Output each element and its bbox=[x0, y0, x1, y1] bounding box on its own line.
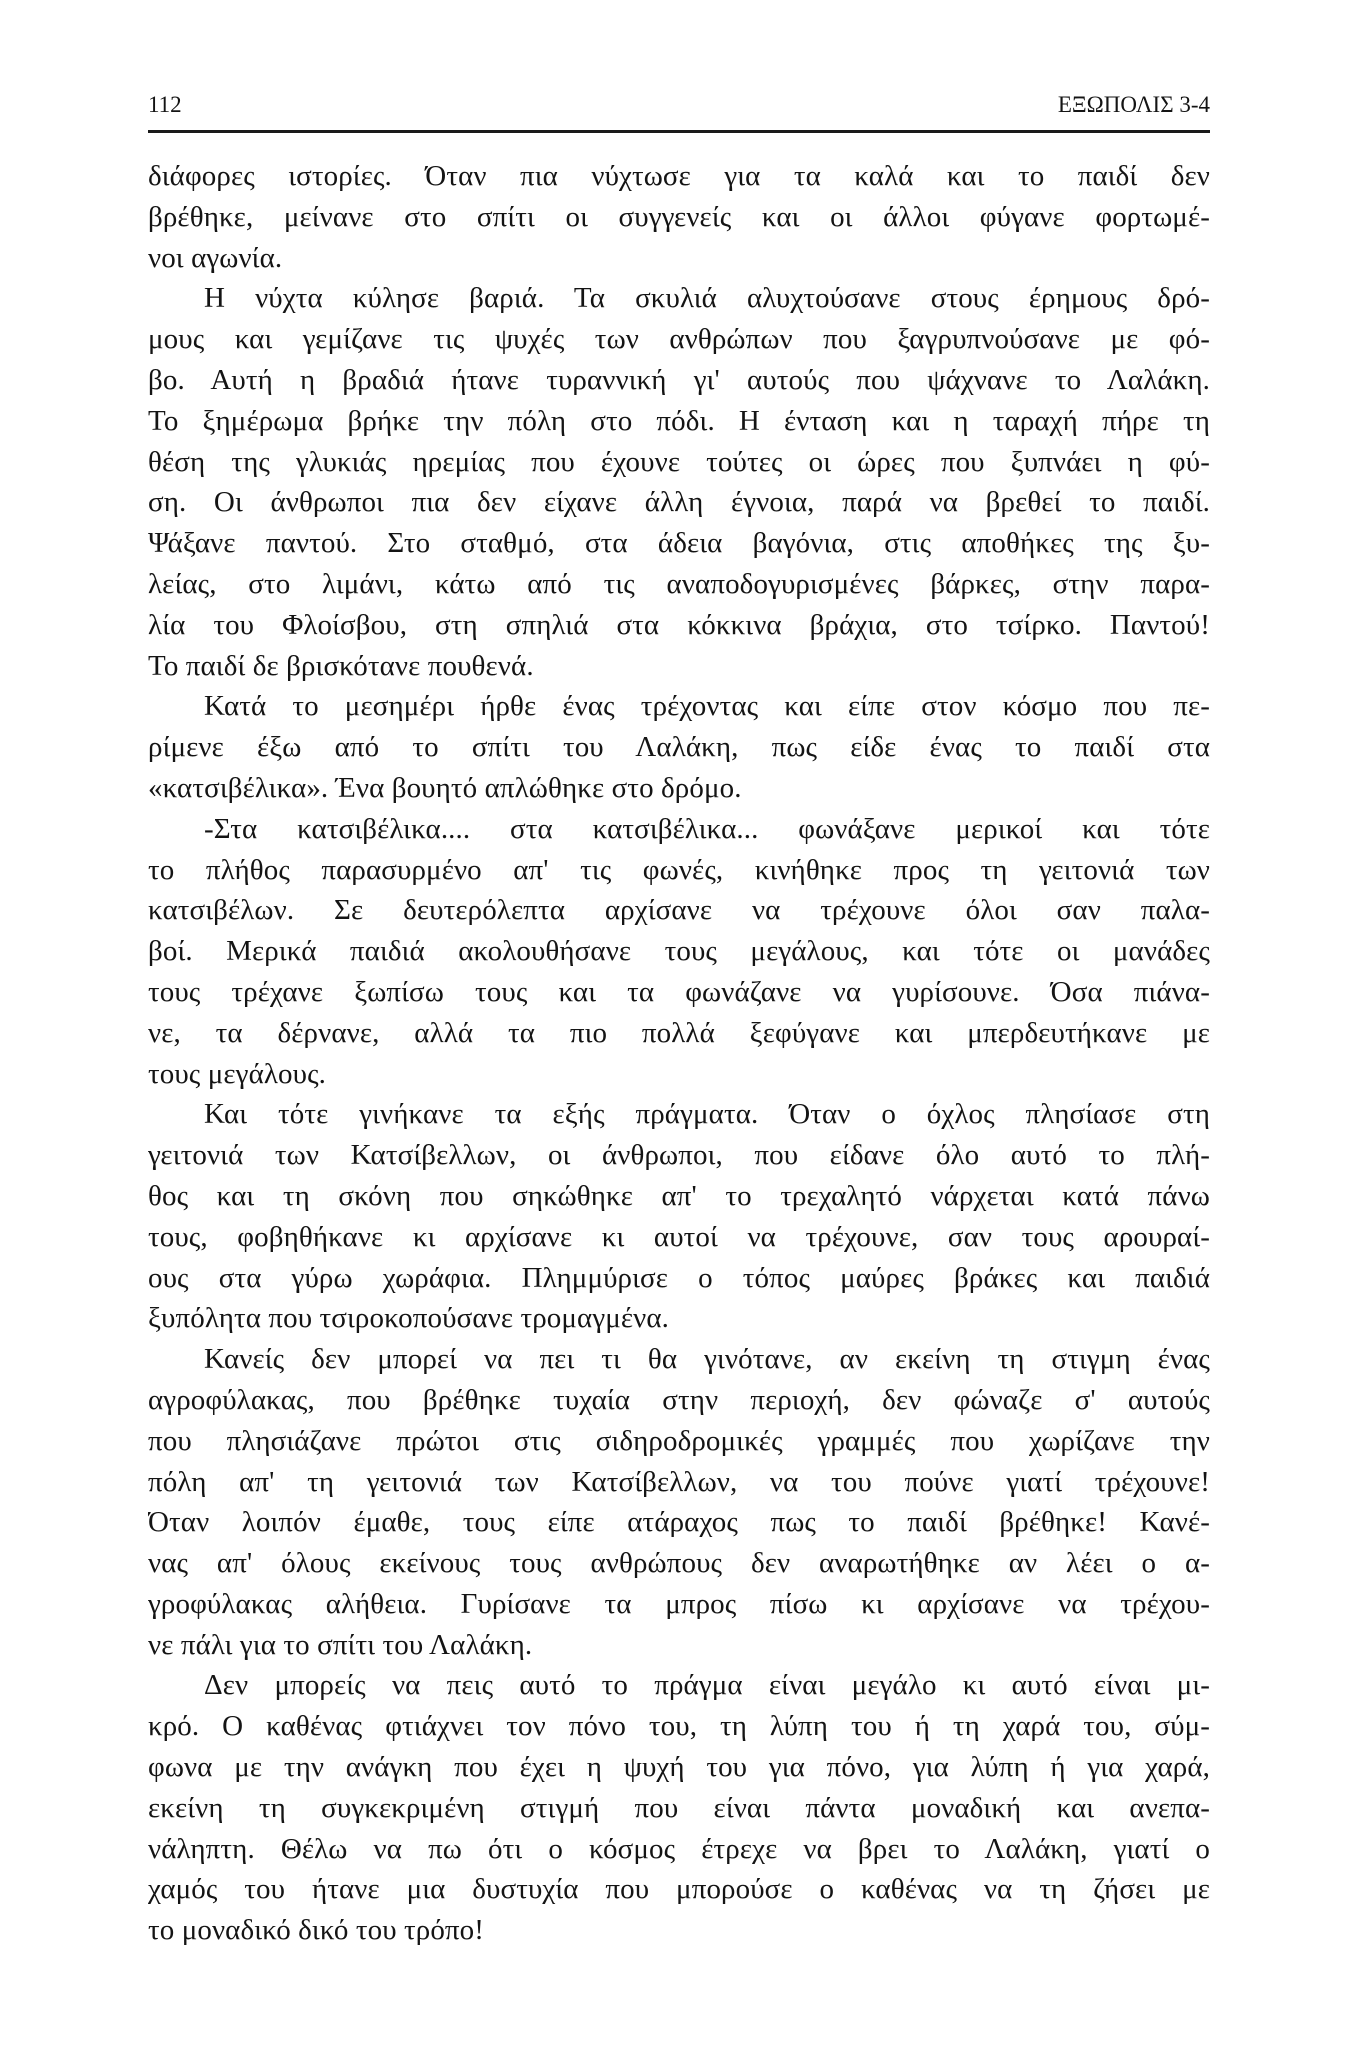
text-line: -Στα κατσιβέλικα.... στα κατσιβέλικα... φωνάξανε μερικοί και τότε bbox=[204, 812, 1210, 845]
text-line: διάφορες ιστορίες. Όταν πια νύχτωσε για τα καλά και το παιδί δεν bbox=[148, 160, 1210, 192]
text-line: Όταν λοιπόν έμαθε, τους είπε ατάραχος πως το παιδί βρέθηκε! Κανέ- bbox=[148, 1506, 1210, 1539]
text-line: εκείνη τη συγκεκριμένη στιγμή που είναι πάντα μοναδική και ανεπα- bbox=[148, 1791, 1210, 1824]
text-line: που πλησιάζανε πρώτοι στις σιδηροδρομικές γραμμές που χωρίζανε την bbox=[148, 1424, 1210, 1457]
text-line: βοί. Μερικά παιδιά ακολουθήσανε τους μεγάλους, και τότε οι μανάδες bbox=[148, 935, 1210, 968]
text-line: θος και τη σκόνη που σηκώθηκε απ' το τρεχαλητό νάρχεται κατά πάνω bbox=[148, 1179, 1210, 1212]
text-line: κρό. Ο καθένας φτιάχνει τον πόνο του, τη λύπη του ή τη χαρά του, σύμ- bbox=[148, 1710, 1210, 1743]
text-line: ξυπόλητα που τσιροκοπούσανε τρομαγμένα. bbox=[148, 1302, 670, 1335]
text-line: νε, τα δέρνανε, αλλά τα πιο πολλά ξεφύγανε και μπερδευτήκανε με bbox=[148, 1016, 1210, 1049]
text-line: φωνα με την ανάγκη που έχει η ψυχή του για πόνο, για λύπη ή για χαρά, bbox=[148, 1751, 1210, 1784]
text-line: Δεν μπορείς να πεις αυτό το πράγμα είναι μεγάλο κι αυτό είναι μι- bbox=[204, 1669, 1210, 1702]
text-line: Κανείς δεν μπορεί να πει τι θα γινότανε, αν εκείνη τη στιγμη ένας bbox=[204, 1343, 1210, 1376]
running-title: ΕΞΩΠΟΛΙΣ 3-4 bbox=[1057, 92, 1210, 117]
text-line: το μοναδικό δικό του τρόπο! bbox=[148, 1914, 485, 1947]
text-line: Η νύχτα κύλησε βαριά. Τα σκυλιά αλυχτούσανε στους έρημους δρό- bbox=[204, 282, 1210, 315]
text-line: ους στα γύρω χωράφια. Πλημμύρισε ο τόπος μαύρες βράκες και παιδιά bbox=[148, 1261, 1210, 1294]
text-line: βρέθηκε, μείνανε στο σπίτι οι συγγενείς και οι άλλοι φύγανε φορτωμέ- bbox=[148, 200, 1210, 233]
text-line: γειτονιά των Κατσίβελλων, οι άνθρωποι, που είδανε όλο αυτό το πλή- bbox=[148, 1139, 1210, 1172]
text-line: ση. Οι άνθρωποι πια δεν είχανε άλλη έγνοια, παρά να βρεθεί το παιδί. bbox=[148, 486, 1210, 519]
text-line: θέση της γλυκιάς ηρεμίας που έχουνε τούτες οι ώρες που ξυπνάει η φύ- bbox=[148, 445, 1210, 478]
text-line: πόλη απ' τη γειτονιά των Κατσίβελλων, να του πούνε γιατί τρέχουνε! bbox=[148, 1465, 1210, 1498]
text-line: τους, φοβηθήκανε κι αρχίσανε κι αυτοί να τρέχουνε, σαν τους αρουραί- bbox=[148, 1220, 1210, 1253]
text-line: γροφύλακας αλήθεια. Γυρίσανε τα μπρος πίσω κι αρχίσανε να τρέχου- bbox=[148, 1587, 1210, 1620]
text-line: βο. Αυτή η βραδιά ήτανε τυραννική γι' αυτούς που ψάχνανε το Λαλάκη. bbox=[148, 363, 1210, 396]
body-text bbox=[148, 156, 1210, 1951]
text-line: Το ξημέρωμα βρήκε την πόλη στο πόδι. Η ένταση και η ταραχή πήρε τη bbox=[148, 404, 1210, 437]
text-line: το πλήθος παρασυρμένο απ' τις φωνές, κινήθηκε προς τη γειτονιά των bbox=[148, 853, 1210, 886]
text-line: Κατά το μεσημέρι ήρθε ένας τρέχοντας και είπε στον κόσμο που πε- bbox=[204, 690, 1210, 723]
text-line: νοι αγωνία. bbox=[148, 241, 283, 274]
text-line: κατσιβέλων. Σε δευτερόλεπτα αρχίσανε να τρέχουνε όλοι σαν παλα- bbox=[148, 894, 1210, 927]
header-rule bbox=[148, 130, 1210, 133]
text-line: Ψάξανε παντού. Στο σταθμό, στα άδεια βαγόνια, στις αποθήκες της ξυ- bbox=[148, 527, 1210, 560]
text-line: λία του Φλοίσβου, στη σπηλιά στα κόκκινα βράχια, στο τσίρκο. Παντού! bbox=[148, 608, 1210, 641]
text-line: αγροφύλακας, που βρέθηκε τυχαία στην περιοχή, δεν φώναζε σ' αυτούς bbox=[148, 1383, 1210, 1416]
text-line: νάληπτη. Θέλω να πω ότι ο κόσμος έτρεχε να βρει το Λαλάκη, γιατί ο bbox=[148, 1832, 1210, 1865]
text-line: χαμός του ήτανε μια δυστυχία που μπορούσε ο καθένας να τη ζήσει με bbox=[148, 1873, 1210, 1906]
page-number: 112 bbox=[148, 92, 182, 117]
text-line: Και τότε γινήκανε τα εξής πράγματα. Όταν ο όχλος πλησίασε στη bbox=[204, 1098, 1210, 1131]
page-header bbox=[148, 88, 1210, 128]
text-line: Το παιδί δε βρισκότανε πουθενά. bbox=[148, 649, 534, 682]
text-line: τους μεγάλους. bbox=[148, 1057, 327, 1090]
text-line: «κατσιβέλικα». Ένα βουητό απλώθηκε στο δρόμο. bbox=[148, 771, 742, 804]
text-line: μους και γεμίζανε τις ψυχές των ανθρώπων που ξαγρυπνούσανε με φό- bbox=[148, 323, 1210, 356]
text-line: ρίμενε έξω από το σπίτι του Λαλάκη, πως είδε ένας το παιδί στα bbox=[148, 731, 1210, 764]
text-line: νε πάλι για το σπίτι του Λαλάκη. bbox=[148, 1628, 533, 1661]
text-line: νας απ' όλους εκείνους τους ανθρώπους δεν αναρωτήθηκε αν λέει ο α- bbox=[148, 1547, 1210, 1580]
text-line: τους τρέχανε ξωπίσω τους και τα φωνάζανε να γυρίσουνε. Όσα πιάνα- bbox=[148, 975, 1210, 1008]
text-line: λείας, στο λιμάνι, κάτω από τις αναποδογυρισμένες βάρκες, στην παρα- bbox=[148, 567, 1210, 600]
